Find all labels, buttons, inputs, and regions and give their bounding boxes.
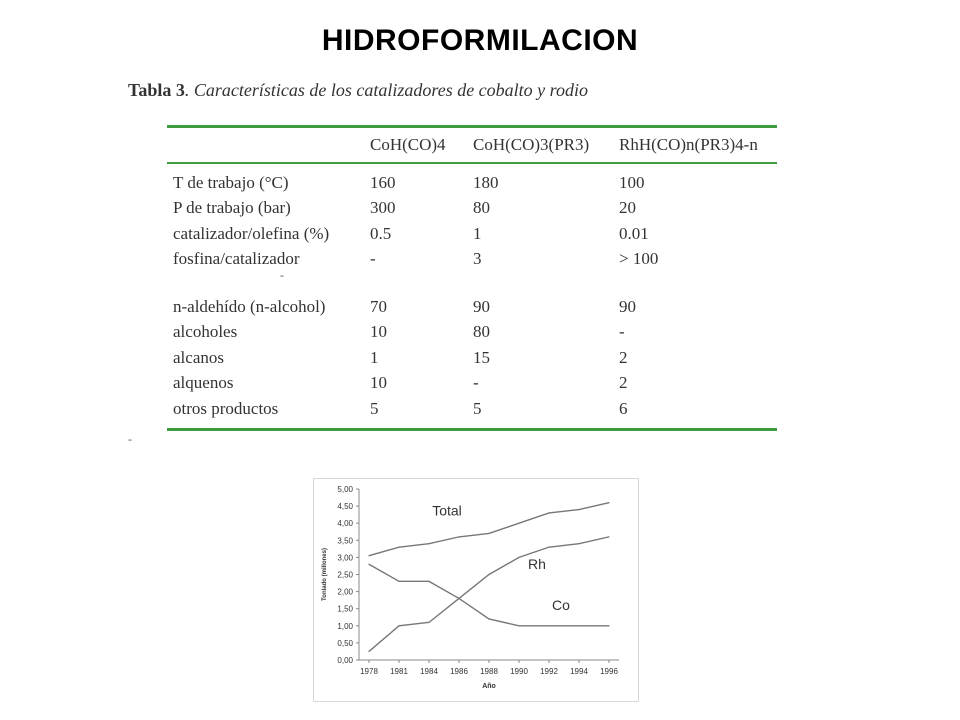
table-row	[167, 170, 777, 196]
x-tick-label: 1986	[450, 667, 468, 676]
x-tick-label: 1992	[540, 667, 558, 676]
row-label: catalizador/olefina (%)	[173, 223, 330, 243]
table-cell: 300	[370, 198, 396, 218]
x-tick-label: 1981	[390, 667, 408, 676]
y-tick-label: 1,50	[337, 604, 353, 614]
slide-title: HIDROFORMILACION	[321, 24, 639, 57]
row-label: P de trabajo (bar)	[173, 198, 291, 218]
table-cell: 3	[473, 249, 482, 269]
data-point-rh	[398, 625, 399, 626]
data-point-rh	[578, 543, 579, 544]
table-cell: 180	[473, 172, 499, 192]
table-cell: 1	[370, 347, 379, 367]
data-point-rh	[488, 574, 489, 575]
y-tick-label: 0,00	[337, 656, 353, 665]
table-cell: -	[619, 322, 625, 342]
header-cell-coh-co3-pr3	[473, 135, 619, 155]
data-point-total	[458, 536, 459, 537]
stray-mark: -	[128, 432, 132, 446]
table-cell: 2	[619, 373, 628, 393]
y-tick-label: 2,50	[337, 570, 353, 580]
table-cell: 6	[619, 398, 628, 418]
table-row	[167, 221, 777, 247]
table-row	[167, 320, 777, 346]
y-tick-label: 2,00	[337, 587, 353, 597]
table-cell: 0.01	[619, 223, 649, 243]
series-label-total: Total	[432, 502, 462, 519]
data-point-total	[488, 533, 489, 534]
y-tick-label: 5,00	[337, 485, 353, 494]
x-tick-label: 1990	[510, 667, 528, 676]
x-tick-label: 1978	[360, 667, 378, 676]
table-cell: 90	[619, 296, 636, 316]
y-tick-label: 3,00	[337, 553, 353, 563]
data-point-co	[458, 598, 459, 599]
series-line-rh	[369, 537, 609, 652]
series-line-co	[369, 564, 609, 626]
row-label: alcoholes	[173, 322, 238, 342]
table-cell: 90	[473, 296, 490, 316]
data-point-co	[518, 625, 519, 626]
row-label: T de trabajo (°C)	[173, 172, 289, 192]
table-row	[167, 294, 777, 320]
series-line-total	[369, 503, 609, 556]
x-tick-label: 1994	[570, 667, 588, 676]
table-cell: 15	[473, 347, 490, 367]
table-cell: -	[370, 249, 376, 269]
data-point-co	[578, 625, 579, 626]
table-group-products	[167, 294, 777, 422]
row-label: alquenos	[173, 373, 234, 393]
data-point-co	[368, 564, 369, 565]
x-tick-label: 1984	[420, 667, 438, 676]
header-cell-coh-co4	[370, 135, 473, 155]
data-point-total	[368, 555, 369, 556]
table-cell: 1	[473, 223, 482, 243]
data-point-co	[428, 581, 429, 582]
table-header-row	[167, 128, 777, 162]
header-formula-2: CoH(CO)3(PR3)	[473, 135, 590, 154]
data-point-rh	[518, 557, 519, 558]
table-cell: 10	[370, 322, 387, 342]
y-tick-label: 3,50	[337, 536, 353, 546]
table-cell: 80	[473, 198, 490, 218]
table-group-gap	[167, 272, 777, 294]
data-point-co	[398, 581, 399, 582]
table-row	[167, 196, 777, 222]
data-point-total	[398, 547, 399, 548]
table-cell: 2	[619, 347, 628, 367]
y-tick-label: 1,00	[337, 621, 353, 631]
header-formula-3: RhH(CO)n(PR3)4-n	[619, 135, 758, 154]
y-axis-title: Tonlado (millones)	[322, 548, 328, 601]
data-point-rh	[548, 547, 549, 548]
table-bottom-rule	[167, 428, 777, 431]
y-tick-label: 4,50	[337, 502, 353, 512]
series-label-co: Co	[552, 596, 570, 613]
x-tick-label: 1988	[480, 667, 498, 676]
data-point-co	[488, 618, 489, 619]
data-point-total	[548, 512, 549, 513]
data-point-co	[548, 625, 549, 626]
table-cell: -	[473, 373, 479, 393]
x-tick-label: 1996	[600, 667, 618, 676]
chart-svg	[314, 479, 638, 701]
table-cell: 5	[370, 398, 379, 418]
table-cell: 5	[473, 398, 482, 418]
catalyst-table	[167, 125, 777, 431]
y-tick-label: 4,00	[337, 519, 353, 529]
table-caption	[128, 80, 588, 101]
data-point-total	[518, 523, 519, 524]
table-cell: 80	[473, 322, 490, 342]
y-tick-label: 0,50	[337, 638, 353, 648]
row-label: fosfina/catalizador	[173, 249, 300, 269]
table-cell: 10	[370, 373, 387, 393]
table-group-conditions	[167, 170, 777, 272]
table-cell: 20	[619, 198, 636, 218]
x-axis-title: Año	[482, 683, 496, 690]
data-point-co	[608, 625, 609, 626]
data-point-total	[428, 543, 429, 544]
data-point-total	[578, 509, 579, 510]
data-point-rh	[608, 536, 609, 537]
table-row	[167, 345, 777, 371]
data-point-rh	[428, 622, 429, 623]
table-row	[167, 396, 777, 422]
caption-label: Tabla 3	[128, 80, 185, 100]
data-point-rh	[368, 651, 369, 652]
caption-text: . Características de los catalizadores de cobalto y rodio	[184, 80, 589, 100]
header-cell-rhh-co-pr3	[619, 135, 777, 155]
data-point-total	[608, 502, 609, 503]
row-label: alcanos	[173, 347, 224, 367]
stray-mark: -	[280, 268, 284, 282]
table-row	[167, 247, 777, 273]
table-cell: 70	[370, 296, 387, 316]
row-label: otros productos	[173, 398, 279, 418]
production-chart	[313, 478, 639, 702]
table-row	[167, 371, 777, 397]
series-label-rh: Rh	[528, 556, 546, 573]
header-formula-1: CoH(CO)4	[370, 135, 446, 154]
row-label: n-aldehído (n-alcohol)	[173, 296, 326, 316]
table-cell: > 100	[619, 249, 659, 269]
table-cell: 160	[370, 172, 396, 192]
table-cell: 100	[619, 172, 645, 192]
table-cell: 0.5	[370, 223, 392, 243]
